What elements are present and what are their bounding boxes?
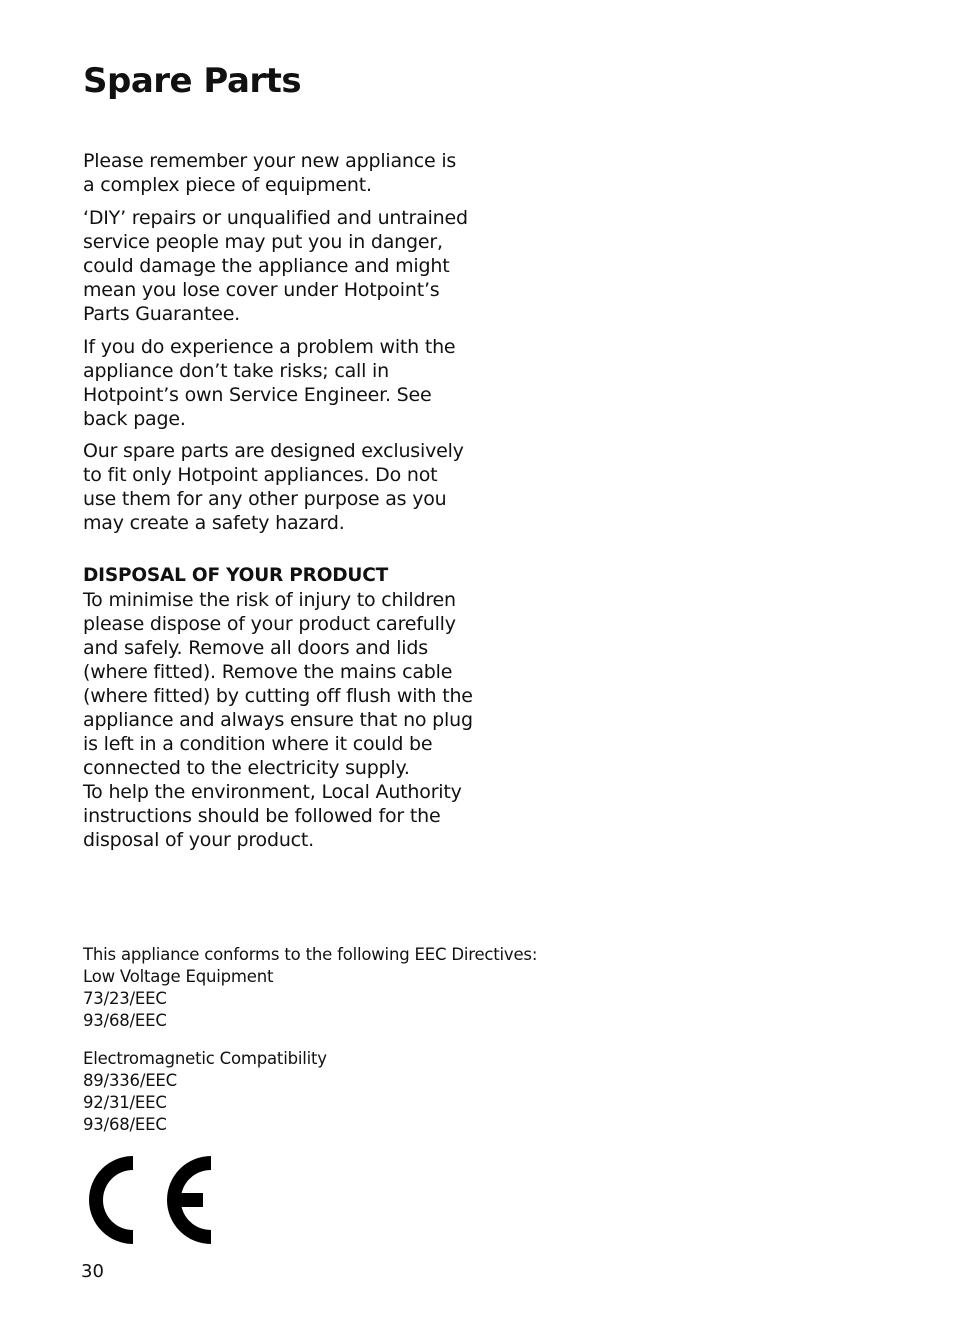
ce-mark-e-shape — [167, 1156, 211, 1244]
directive-code: 89/336/EEC — [83, 1071, 177, 1090]
disposal-heading: DISPOSAL OF YOUR PRODUCT — [83, 565, 389, 586]
intro-paragraph-4: Our spare parts are designed exclusively to fit only Hotpoint appliances. Do not use them for any other purpose as you may create a safety hazard. — [83, 440, 464, 534]
emc-directive — [83, 1048, 683, 1136]
ce-mark-icon — [83, 1155, 213, 1245]
intro-paragraph-1: Please remember your new appliance is a complex piece of equipment. — [83, 150, 457, 196]
directives-intro: This appliance conforms to the following EEC Directives: — [83, 944, 538, 964]
ce-mark-c-shape — [89, 1156, 133, 1244]
disposal-paragraph-1: To minimise the risk of injury to children please dispose of your product carefully and safely. Remove all doors and lids (where fitted). Remove the mains cable (where fitted) by cutting off flush with the appliance and always ensure that no plug is left in a condition where it could be connected to the electricity supply. — [83, 589, 473, 779]
directive-code: 93/68/EEC — [83, 1115, 167, 1134]
page-title: Spare Parts — [83, 61, 302, 101]
emc-title: Electromagnetic Compatibility — [83, 1049, 327, 1068]
page-number: 30 — [81, 1261, 104, 1282]
directive-code: 92/31/EEC — [83, 1093, 167, 1112]
low-voltage-directive — [83, 966, 683, 1032]
intro-paragraph-2: ‘DIY’ repairs or unqualified and untrained service people may put you in danger, could damage the appliance and might mean you lose cover under Hotpoint’s Parts Guarantee. — [83, 207, 468, 325]
intro-paragraph-3: If you do experience a problem with the appliance don’t take risks; call in Hotpoint’s own Service Engineer. See back page. — [83, 336, 456, 430]
disposal-paragraph-2: To help the environment, Local Authority instructions should be followed for the disposal of your product. — [83, 781, 462, 851]
directive-code: 73/23/EEC — [83, 989, 167, 1008]
low-voltage-title: Low Voltage Equipment — [83, 967, 274, 986]
directive-code: 93/68/EEC — [83, 1011, 167, 1030]
disposal-section — [83, 564, 473, 852]
